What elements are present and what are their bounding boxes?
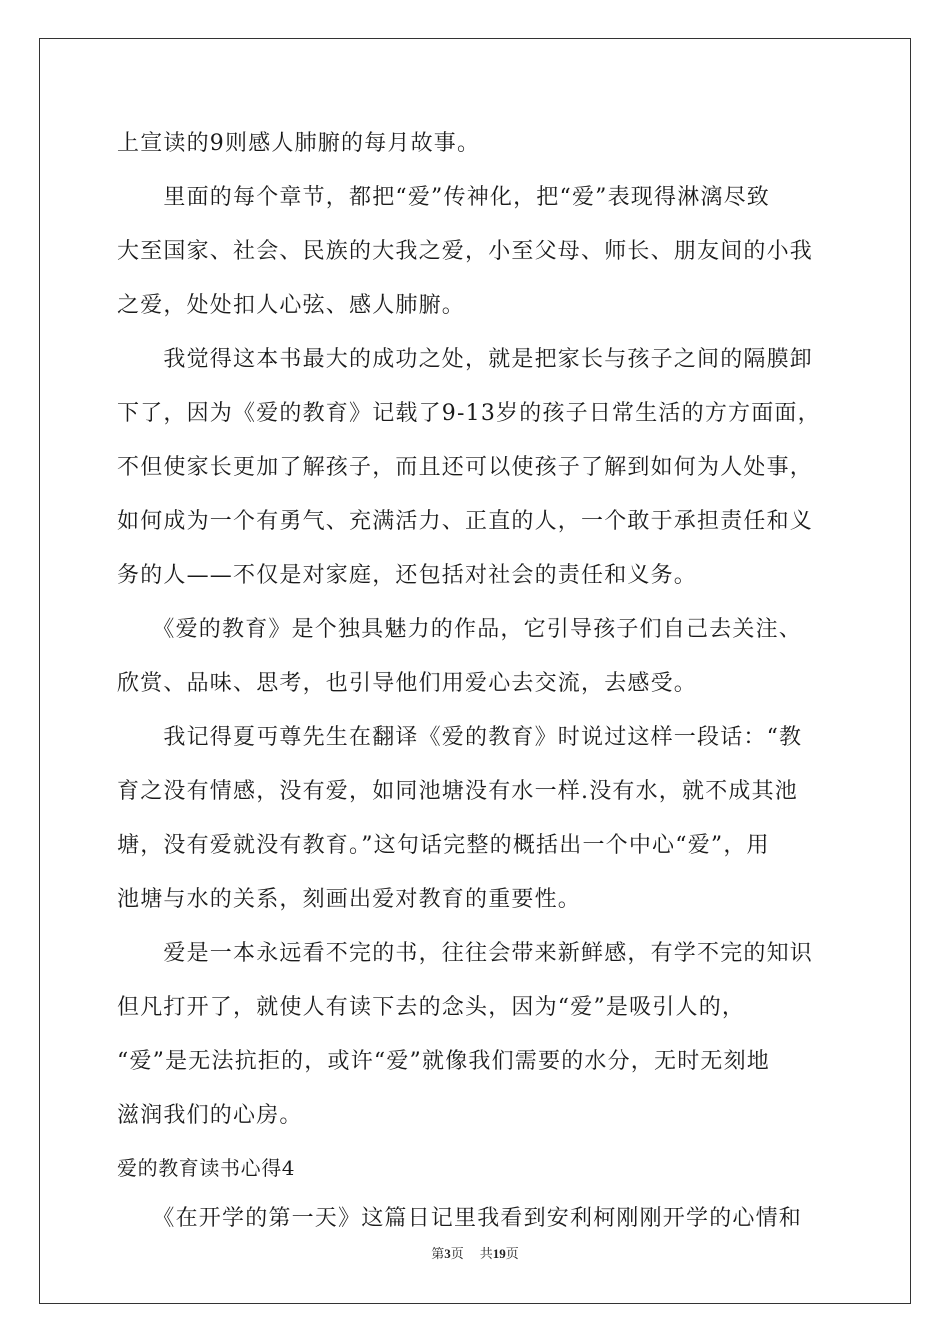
text-line: 我记得夏丏尊先生在翻译《爱的教育》时说过这样一段话：“教 [117, 725, 803, 750]
text-line: 池塘与水的关系，刻画出爱对教育的重要性。 [117, 887, 582, 912]
text-line: 爱是一本永远看不完的书，往往会带来新鲜感，有学不完的知识 [117, 941, 814, 966]
total-prefix: 共 [479, 1246, 493, 1261]
text-line: 但凡打开了，就使人有读下去的念头，因为“爱”是吸引人的， [117, 995, 746, 1020]
text-line: 之爱，处处扣人心弦、感人肺腑。 [117, 293, 466, 318]
text-line: 里面的每个章节，都把“爱”传神化，把“爱”表现得淋漓尽致 [117, 185, 770, 210]
total-suffix: 页 [505, 1246, 519, 1261]
text-line: 滋润我们的心房。 [117, 1103, 303, 1128]
text-line: 欣赏、品味、思考，也引导他们用爱心去交流，去感受。 [117, 671, 698, 696]
text-line: 务的人——不仅是对家庭，还包括对社会的责任和义务。 [117, 563, 698, 588]
text-line: 不但使家长更加了解孩子，而且还可以使孩子了解到如何为人处事， [117, 455, 814, 480]
page-number: 3 [444, 1246, 451, 1261]
total-pages: 19 [492, 1246, 506, 1261]
text-line: 上宣读的9则感人肺腑的每月故事。 [117, 131, 481, 156]
page-footer [0, 1243, 950, 1262]
section-heading: 爱的教育读书心得4 [117, 1156, 296, 1180]
text-line: 大至国家、社会、民族的大我之爱，小至父母、师长、朋友间的小我 [117, 239, 814, 264]
text-line: 我觉得这本书最大的成功之处，就是把家长与孩子之间的隔膜卸 [117, 347, 814, 372]
text-line: 下了，因为《爱的教育》记载了9-13岁的孩子日常生活的方方面面， [117, 401, 821, 426]
page-prefix: 第 [431, 1246, 445, 1261]
text-line: “爱”是无法抗拒的，或许“爱”就像我们需要的水分，无时无刻地 [117, 1049, 770, 1074]
page-suffix: 页 [450, 1246, 464, 1261]
text-line: 《爱的教育》是个独具魅力的作品，它引导孩子们自己去关注、 [117, 617, 803, 642]
text-line: 《在开学的第一天》这篇日记里我看到安利柯刚刚开学的心情和 [117, 1206, 803, 1231]
text-line: 如何成为一个有勇气、充满活力、正直的人，一个敢于承担责任和义 [117, 509, 814, 534]
text-line: 塘，没有爱就没有教育。”这句话完整的概括出一个中心“爱”，用 [117, 833, 770, 858]
text-line: 育之没有情感，没有爱，如同池塘没有水一样.没有水，就不成其池 [117, 779, 798, 804]
